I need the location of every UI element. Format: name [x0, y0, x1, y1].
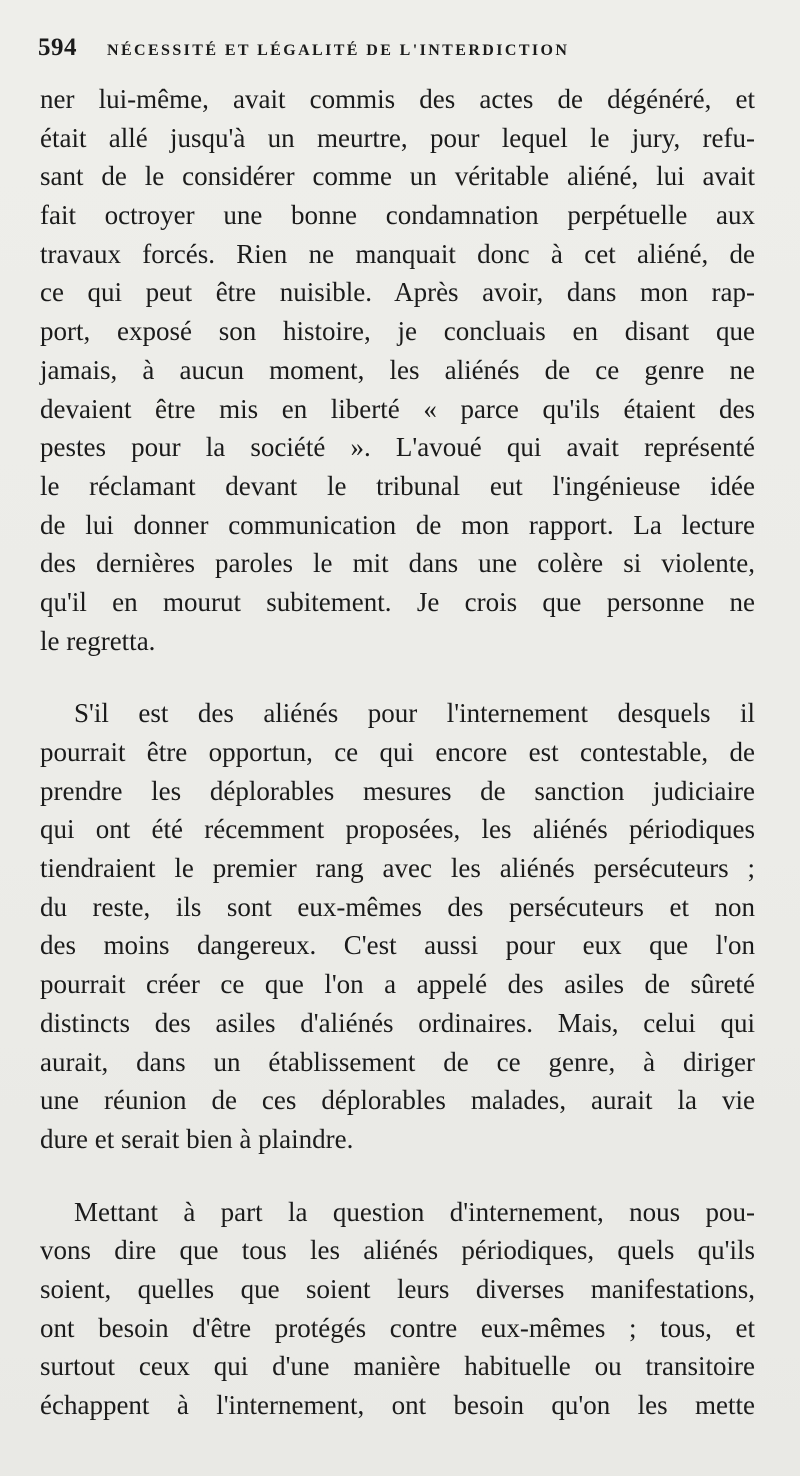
paragraph-2 — [40, 694, 755, 1158]
text-line: échappent à l'internement, ont besoin qu'on les mette — [40, 1390, 755, 1420]
paragraph-gap — [40, 660, 755, 694]
text-line: le regretta. — [40, 625, 156, 656]
text-line: qu'il en mourut subitement. Je crois que personne ne — [40, 586, 755, 617]
page-header — [38, 34, 768, 66]
text-line: une réunion de ces déplorables malades, aurait la vie — [40, 1085, 755, 1116]
text-line: distincts des asiles d'aliénés ordinaires. Mais, celui qui — [40, 1007, 755, 1038]
text-line: S'il est des aliénés pour l'internement desquels il — [74, 698, 755, 729]
text-line: devaient être mis en liberté « parce qu'ils étaient des — [40, 393, 755, 424]
text-line: fait octroyer une bonne condamnation perpétuelle aux — [40, 200, 755, 231]
text-line: pourrait être opportun, ce qui encore est contestable, de — [40, 737, 755, 767]
text-line: était allé jusqu'à un meurtre, pour lequel le jury, refu- — [40, 122, 755, 153]
page-number: 594 — [38, 34, 77, 61]
paragraph-gap — [40, 1159, 755, 1193]
text-line: qui ont été récemment proposées, les aliénés périodiques — [40, 814, 755, 845]
text-line: aurait, dans un établissement de ce genre, à diriger — [40, 1046, 755, 1077]
text-line: travaux forcés. Rien ne manquait donc à cet aliéné, de — [40, 238, 755, 269]
text-line: port, exposé son histoire, je concluais en disant que — [40, 316, 755, 347]
text-line: des moins dangereux. C'est aussi pour eux que l'on — [40, 930, 755, 961]
text-line: ont besoin d'être protégés contre eux-mêmes ; tous, et — [40, 1312, 755, 1343]
paragraph-1 — [40, 80, 755, 660]
text-line: sant de le considérer comme un véritable aliéné, lui avait — [40, 161, 755, 192]
text-line: des dernières paroles le mit dans une colère si violente, — [40, 548, 755, 579]
text-line: prendre les déplorables mesures de sanction judiciaire — [40, 775, 755, 806]
text-line: pestes pour la société ». L'avoué qui avait représenté — [40, 432, 755, 463]
paragraph-3 — [40, 1193, 755, 1425]
text-line: Mettant à part la question d'internement, nous pou- — [74, 1196, 755, 1227]
text-line: surtout ceux qui d'une manière habituelle ou transitoire — [40, 1351, 755, 1382]
body-text — [40, 80, 755, 1425]
text-line: tiendraient le premier rang avec les aliénés persécuteurs ; — [40, 853, 755, 884]
text-line: jamais, à aucun moment, les aliénés de ce genre ne — [40, 354, 755, 385]
text-line: ner lui-même, avait commis des actes de dégénéré, et — [40, 84, 755, 114]
text-line: soient, quelles que soient leurs diverses manifestations, — [40, 1273, 755, 1304]
text-line: du reste, ils sont eux-mêmes des persécuteurs et non — [40, 891, 755, 922]
text-line: pourrait créer ce que l'on a appelé des asiles de sûreté — [40, 969, 755, 1000]
text-line: vons dire que tous les aliénés périodiques, quels qu'ils — [40, 1235, 755, 1266]
text-line: ce qui peut être nuisible. Après avoir, dans mon rap- — [40, 277, 755, 308]
text-line: le réclamant devant le tribunal eut l'ingénieuse idée — [40, 470, 755, 501]
running-title: NÉCESSITÉ ET LÉGALITÉ DE L'INTERDICTION — [107, 42, 570, 59]
text-line: dure et serait bien à plaindre. — [40, 1123, 354, 1154]
text-line: de lui donner communication de mon rapport. La lecture — [40, 509, 755, 540]
